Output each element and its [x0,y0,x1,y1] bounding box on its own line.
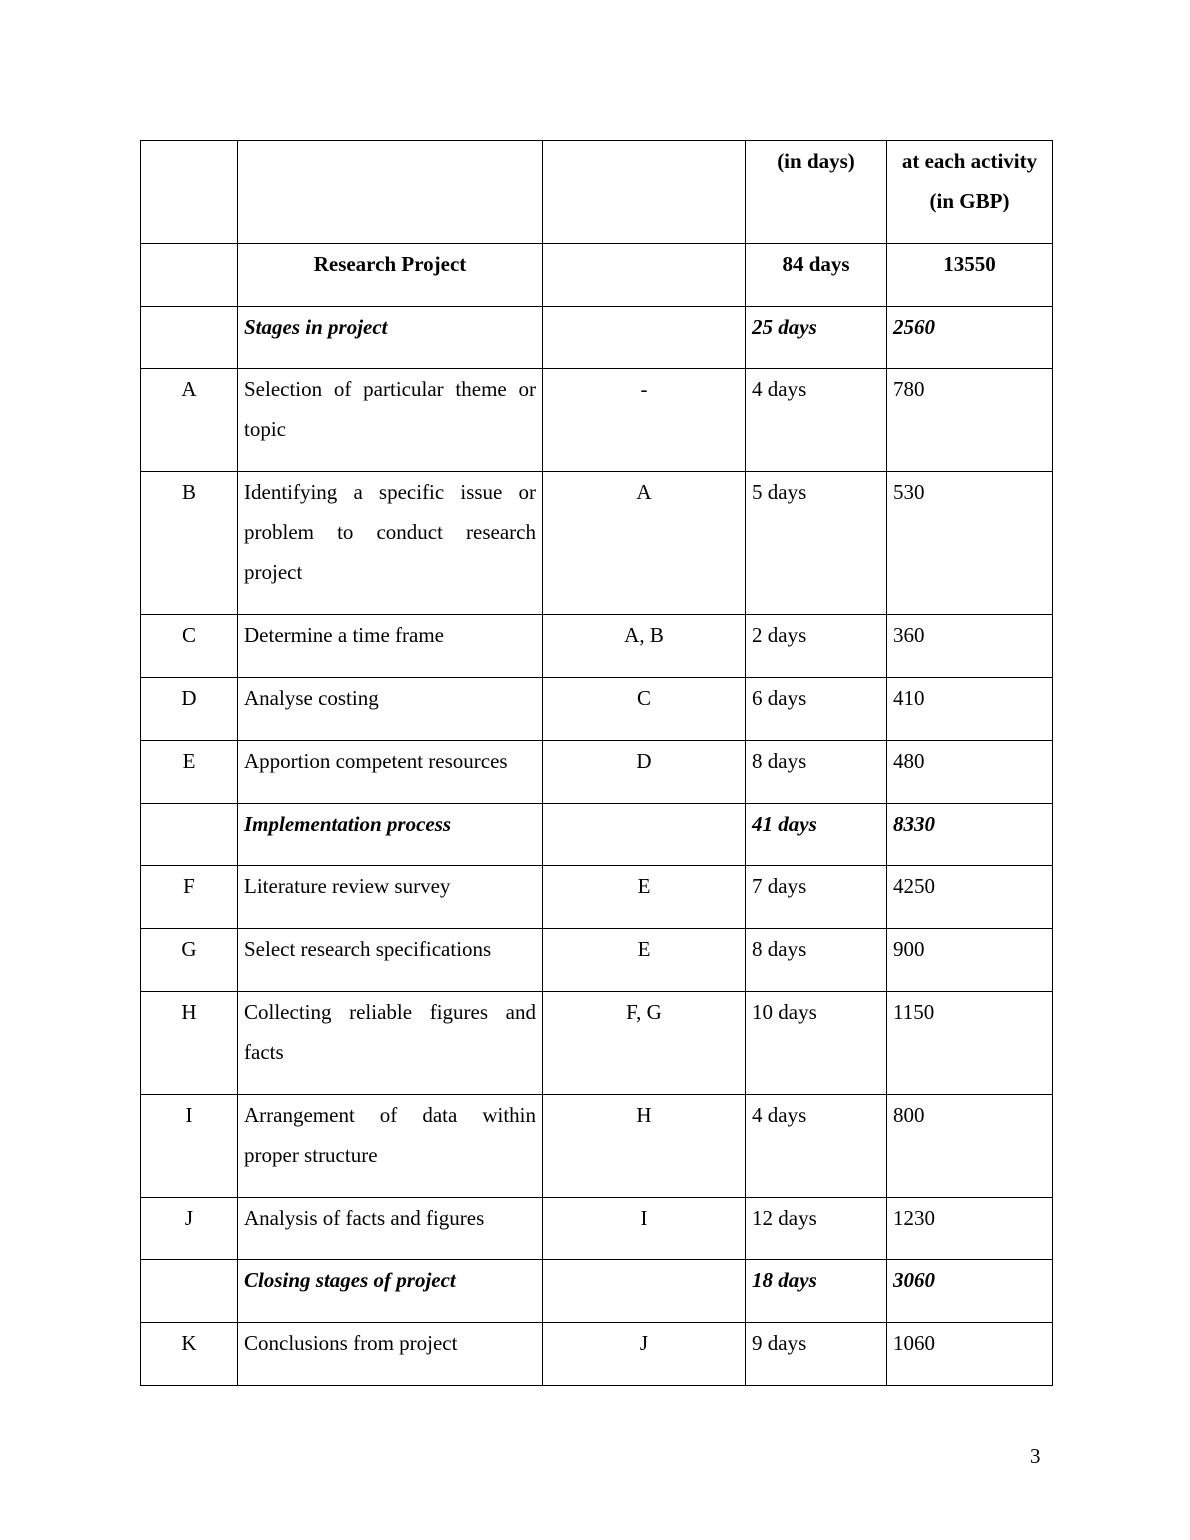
table-row [141,929,1053,992]
activity-cost: 4250 [887,866,1053,929]
header-duration-text: (in days) [777,149,855,173]
activity-id: K [141,1323,238,1386]
stage-row [141,804,1053,866]
stage-row [141,307,1053,369]
stage-id-cell [141,804,238,866]
activity-predecessor: E [543,866,746,929]
activity-cost: 410 [887,678,1053,741]
activity-cost: 360 [887,615,1053,678]
table-row [141,866,1053,929]
header-cost-line1: at each activity [901,149,1038,173]
activity-name: Selection of particular theme or topic [238,369,543,472]
activity-duration: 9 days [746,1323,887,1386]
header-cell-id [141,141,238,244]
activity-name: Conclusions from project [238,1323,543,1386]
stage-id-cell [141,307,238,369]
header-cost-line2: (in GBP) [929,189,1010,213]
stage-cost: 3060 [887,1260,1053,1323]
stage-cost: 8330 [887,804,1053,866]
activity-predecessor: I [543,1198,746,1260]
activity-predecessor: J [543,1323,746,1386]
activity-id: A [141,369,238,472]
activity-duration: 10 days [746,992,887,1095]
activity-predecessor: D [543,741,746,804]
stage-duration: 25 days [746,307,887,369]
header-cell-duration [746,141,887,244]
stage-title: Stages in project [238,307,543,369]
table-row [141,615,1053,678]
activity-name: Literature review survey [238,866,543,929]
activity-id: F [141,866,238,929]
activity-duration: 7 days [746,866,887,929]
header-cell-activity [238,141,543,244]
total-predecessor-cell [543,244,746,307]
activity-name: Determine a time frame [238,615,543,678]
total-id-cell [141,244,238,307]
activity-duration: 2 days [746,615,887,678]
activity-duration: 4 days [746,369,887,472]
stage-predecessor-cell [543,1260,746,1323]
stage-row [141,1260,1053,1323]
activity-predecessor: A [543,472,746,615]
activity-duration: 8 days [746,929,887,992]
activity-id: C [141,615,238,678]
stage-title: Implementation process [238,804,543,866]
table-row [141,1198,1053,1260]
activity-cost: 1060 [887,1323,1053,1386]
activity-id: B [141,472,238,615]
activity-duration: 4 days [746,1095,887,1198]
stage-predecessor-cell [543,804,746,866]
table-header-row [141,141,1053,244]
table-row [141,369,1053,472]
activity-predecessor: H [543,1095,746,1198]
activity-cost: 780 [887,369,1053,472]
table-row [141,678,1053,741]
stage-duration: 41 days [746,804,887,866]
activity-name: Apportion competent resources [238,741,543,804]
total-label: Research Project [238,244,543,307]
table-row [141,1095,1053,1198]
activity-cost: 1150 [887,992,1053,1095]
activity-id: D [141,678,238,741]
activity-predecessor: F, G [543,992,746,1095]
activity-name: Analyse costing [238,678,543,741]
table-row [141,472,1053,615]
activity-cost: 480 [887,741,1053,804]
activity-predecessor: E [543,929,746,992]
activity-id: H [141,992,238,1095]
activity-cost: 530 [887,472,1053,615]
stage-title: Closing stages of project [238,1260,543,1323]
activity-name: Select research specifications [238,929,543,992]
activity-predecessor: - [543,369,746,472]
activity-id: G [141,929,238,992]
total-duration: 84 days [746,244,887,307]
activity-duration: 6 days [746,678,887,741]
activity-name: Analysis of facts and figures [238,1198,543,1260]
activity-predecessor: C [543,678,746,741]
activity-duration: 8 days [746,741,887,804]
total-cost: 13550 [887,244,1053,307]
activity-name: Collecting reliable figures and facts [238,992,543,1095]
activity-cost: 900 [887,929,1053,992]
activity-duration: 5 days [746,472,887,615]
activity-predecessor: A, B [543,615,746,678]
page-number: 3 [1030,1444,1041,1468]
project-total-row [141,244,1053,307]
activity-cost: 1230 [887,1198,1053,1260]
stage-duration: 18 days [746,1260,887,1323]
activity-id: I [141,1095,238,1198]
table-row [141,741,1053,804]
activity-cost: 800 [887,1095,1053,1198]
table-row [141,992,1053,1095]
stage-predecessor-cell [543,307,746,369]
activity-id: J [141,1198,238,1260]
header-cell-cost [887,141,1053,244]
header-cell-predecessor [543,141,746,244]
activity-name: Identifying a specific issue or problem to conduct research project [238,472,543,615]
stage-id-cell [141,1260,238,1323]
project-schedule-table [140,140,1053,1386]
stage-cost: 2560 [887,307,1053,369]
activity-duration: 12 days [746,1198,887,1260]
table-row [141,1323,1053,1386]
activity-id: E [141,741,238,804]
activity-name: Arrangement of data within proper structure [238,1095,543,1198]
